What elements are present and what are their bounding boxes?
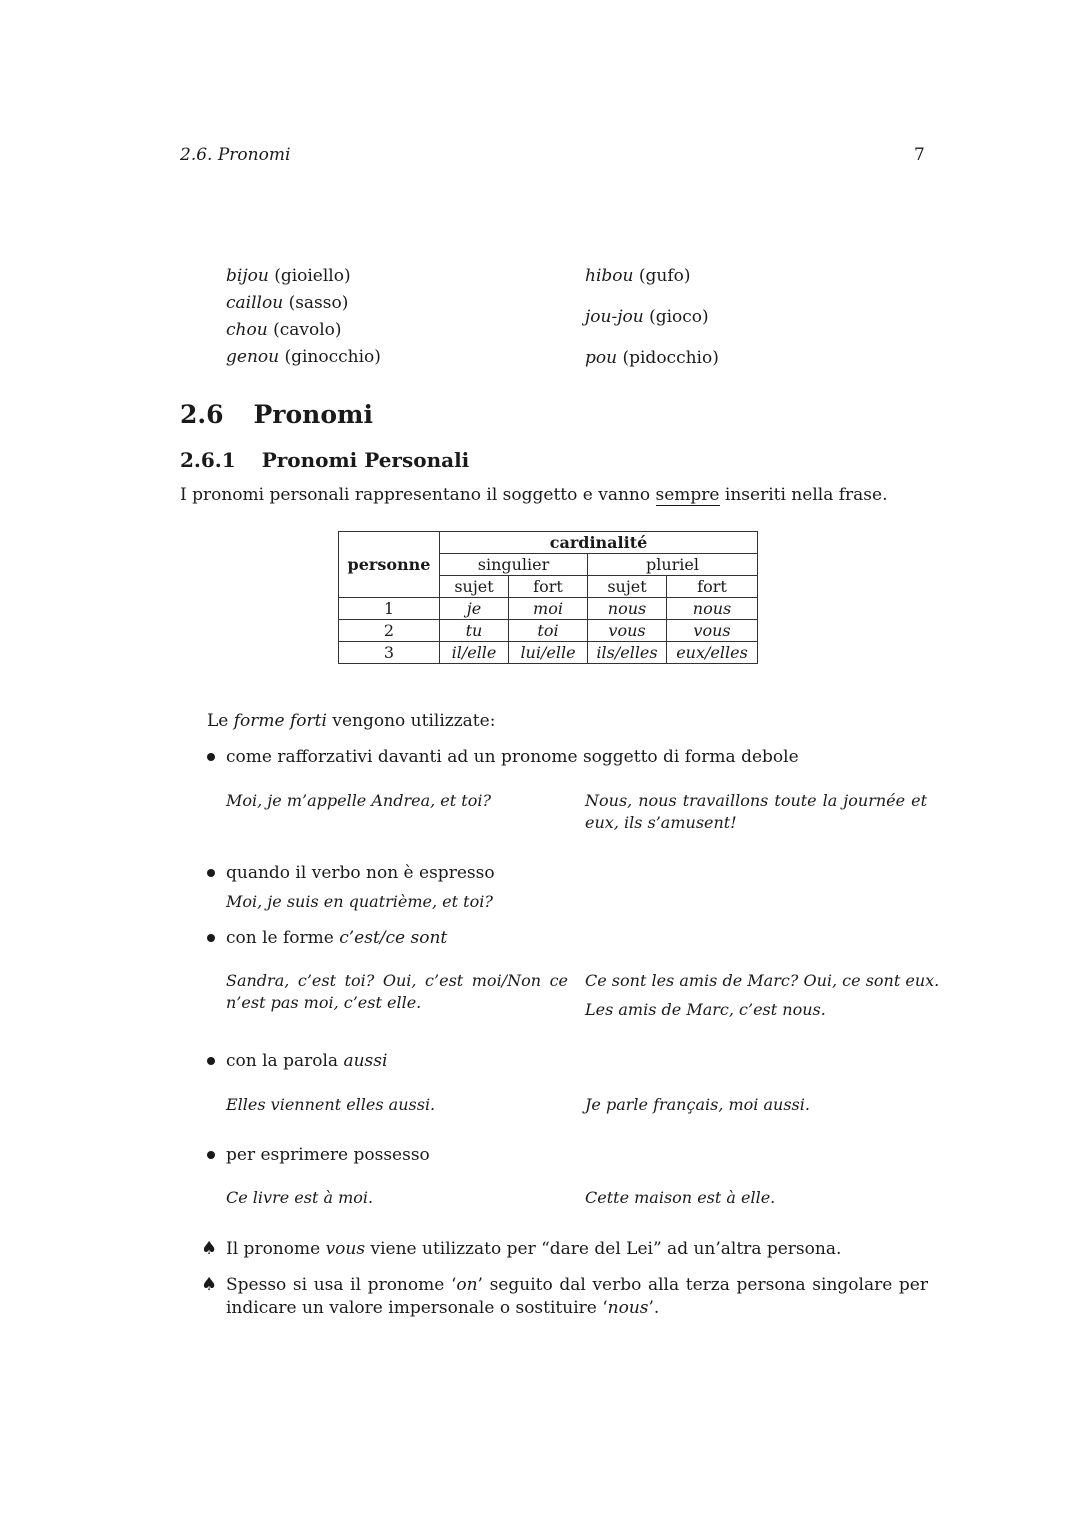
- section-heading: [180, 400, 373, 429]
- note-1: [226, 1238, 841, 1261]
- intro-paragraph: [180, 484, 887, 507]
- noun-word: bijou: [226, 266, 269, 286]
- subsection-title: Pronomi Personali: [261, 448, 470, 472]
- table-row: [339, 598, 758, 620]
- use-5: per esprimere possesso: [226, 1145, 430, 1165]
- group-plural: pluriel: [588, 554, 758, 576]
- noun-word: jou-jou: [585, 307, 644, 327]
- example: Cette maison est à elle.: [585, 1188, 776, 1207]
- text-italic: nous: [607, 1298, 649, 1318]
- use-2: quando il verbo non è espresso: [226, 863, 495, 883]
- text: vengono utilizzate:: [326, 711, 496, 731]
- running-header-section: 2.6. Pronomi: [180, 145, 291, 165]
- cell: ils/elles: [588, 642, 667, 664]
- bullet-icon: [207, 1057, 215, 1065]
- noun-word: genou: [226, 347, 280, 367]
- text: ’ seguito dal verbo alla terza persona singolare per indicare un valore impersonale o sostituire ‘: [226, 1275, 928, 1318]
- use-4: [226, 1050, 387, 1073]
- table-corner: [339, 532, 440, 554]
- example: Ce livre est à moi.: [226, 1188, 374, 1207]
- col-fort: fort: [509, 576, 588, 598]
- noun-meaning: (gufo): [638, 266, 691, 286]
- cell: moi: [509, 598, 588, 620]
- example: Moi, je m’appelle Andrea, et toi?: [226, 791, 492, 810]
- example: Elles viennent elles aussi.: [226, 1095, 436, 1114]
- person-cell: 3: [339, 642, 440, 664]
- spade-icon: ♠: [201, 1274, 218, 1295]
- page-number: 7: [914, 145, 925, 165]
- note-2: [226, 1274, 928, 1320]
- list-item: [585, 347, 719, 388]
- text: ’.: [648, 1298, 660, 1318]
- noun-meaning: (sasso): [288, 293, 349, 313]
- table-row: [339, 642, 758, 664]
- intro-underlined: sempre: [655, 485, 720, 505]
- noun-meaning: (gioiello): [274, 266, 351, 286]
- example: Les amis de Marc, c’est nous.: [585, 1000, 826, 1019]
- group-singular: singulier: [440, 554, 588, 576]
- text-italic: on: [456, 1275, 478, 1295]
- table-row: [339, 620, 758, 642]
- example: Sandra, c’est toi? Oui, c’est moi/Non ce n’est pas moi, c’est elle.: [226, 971, 568, 1012]
- intro-text: I pronomi personali rappresentano il soggetto e vanno: [180, 485, 656, 505]
- table-corner-bottom: [339, 576, 440, 598]
- use-1: come rafforzativi davanti ad un pronome soggetto di forma debole: [226, 747, 799, 767]
- example: Ce sont les amis de Marc? Oui, ce sont eux.: [585, 971, 940, 990]
- bullet-icon: [207, 934, 215, 942]
- text: viene utilizzato per “dare del Lei” ad un’altra persona.: [365, 1239, 842, 1259]
- cell: il/elle: [440, 642, 509, 664]
- cell: vous: [588, 620, 667, 642]
- use-3: [226, 927, 447, 950]
- person-cell: 2: [339, 620, 440, 642]
- intro-text-end: inseriti nella frase.: [719, 485, 888, 505]
- list-item: [585, 265, 719, 306]
- spade-icon: ♠: [201, 1238, 218, 1259]
- noun-word: chou: [226, 320, 268, 340]
- cell: nous: [667, 598, 758, 620]
- noun-meaning: (gioco): [649, 307, 709, 327]
- noun-list-left: [226, 265, 381, 373]
- text: con la parola: [226, 1051, 344, 1071]
- text: Le: [207, 711, 234, 731]
- text: con le forme: [226, 928, 340, 948]
- cell: nous: [588, 598, 667, 620]
- subsection-number: 2.6.1: [180, 448, 236, 472]
- text: Spesso si usa il pronome ‘: [226, 1275, 457, 1295]
- section-title: Pronomi: [253, 400, 373, 429]
- list-item: [226, 319, 381, 346]
- list-item: [226, 346, 381, 373]
- cell: lui/elle: [509, 642, 588, 664]
- cell: tu: [440, 620, 509, 642]
- cell: toi: [509, 620, 588, 642]
- strong-forms-intro: [207, 710, 495, 733]
- example: Nous, nous travaillons toute la journée et eux, ils s’amusent!: [585, 791, 927, 832]
- cell: eux/elles: [667, 642, 758, 664]
- text-italic: forme forti: [233, 711, 327, 731]
- pronoun-table: [338, 531, 758, 664]
- col-fort: fort: [667, 576, 758, 598]
- noun-word: pou: [585, 348, 618, 368]
- text-italic: c’est/ce sont: [339, 928, 448, 948]
- bullet-icon: [207, 753, 215, 761]
- row-header: personne: [339, 554, 440, 576]
- text-italic: vous: [325, 1239, 366, 1259]
- noun-meaning: (pidocchio): [622, 348, 719, 368]
- noun-word: hibou: [585, 266, 634, 286]
- cell: je: [440, 598, 509, 620]
- subsection-heading: [180, 448, 469, 472]
- cell: vous: [667, 620, 758, 642]
- table-title: cardinalité: [440, 532, 758, 554]
- list-item: [585, 306, 719, 347]
- col-sujet: sujet: [440, 576, 509, 598]
- bullet-icon: [207, 869, 215, 877]
- noun-meaning: (cavolo): [273, 320, 342, 340]
- bullet-icon: [207, 1151, 215, 1159]
- col-sujet: sujet: [588, 576, 667, 598]
- example: Moi, je suis en quatrième, et toi?: [226, 892, 493, 911]
- list-item: [226, 265, 381, 292]
- example: Je parle français, moi aussi.: [585, 1095, 810, 1114]
- noun-meaning: (ginocchio): [284, 347, 381, 367]
- text: Il pronome: [226, 1239, 326, 1259]
- text-italic: aussi: [343, 1051, 388, 1071]
- person-cell: 1: [339, 598, 440, 620]
- section-number: 2.6: [180, 400, 224, 429]
- noun-word: caillou: [226, 293, 284, 313]
- noun-list-right: [585, 265, 719, 388]
- list-item: [226, 292, 381, 319]
